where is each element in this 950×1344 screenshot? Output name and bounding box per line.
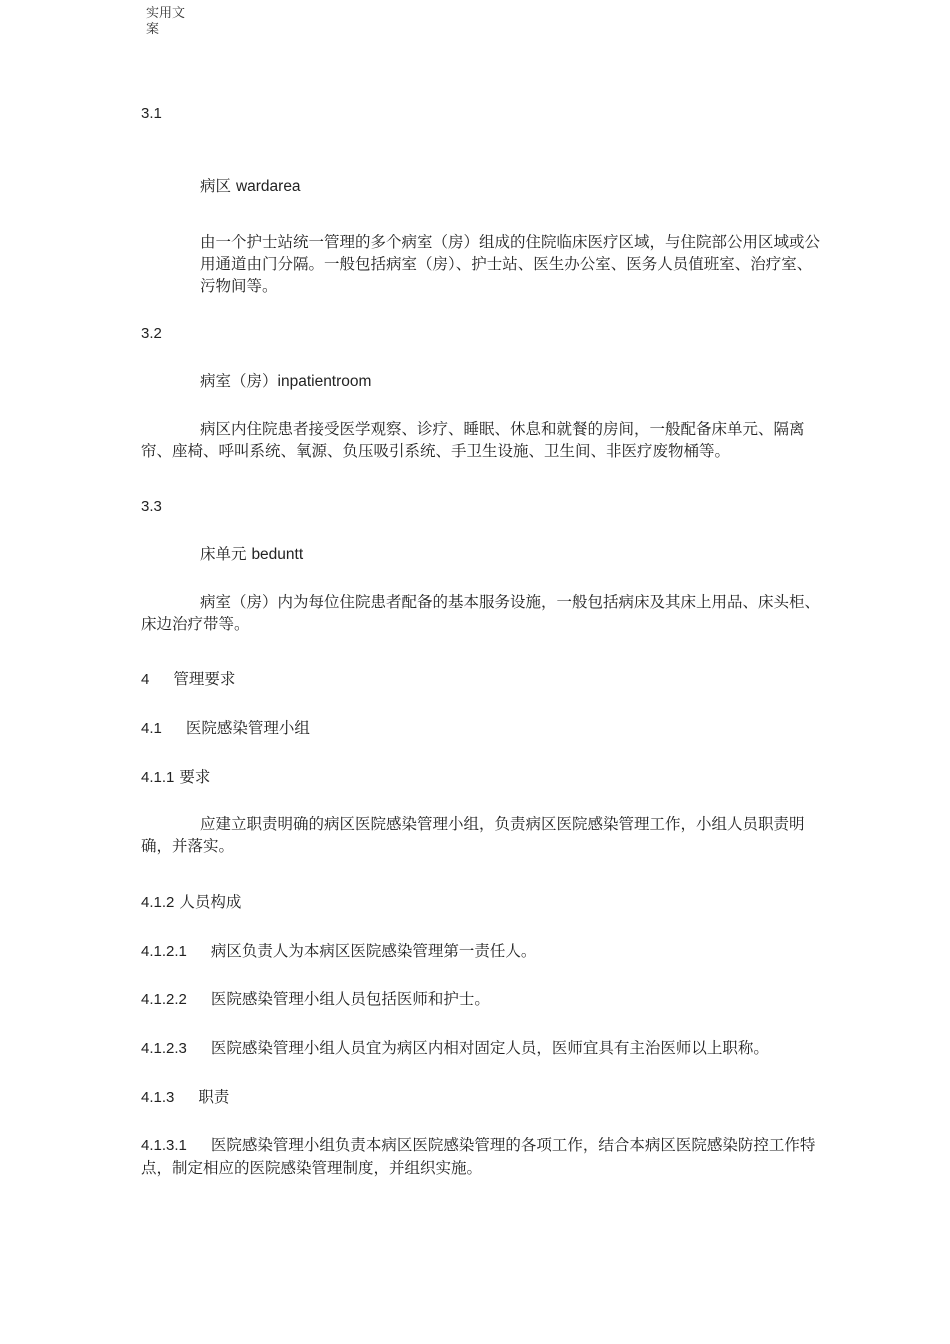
section-number-3-3: 3.3 <box>141 498 162 515</box>
heading-4-1 <box>141 717 310 740</box>
item-number: 4.1.2.2 <box>141 991 187 1008</box>
header-line-1: 实用文 <box>146 6 186 21</box>
definition-3-2: 病区内住院患者接受医学观察、诊疗、睡眠、休息和就餐的房间，一般配备床单元、隔离帘、座椅、呼叫系统、氧源、负压吸引系统、手卫生设施、卫生间、非医疗废物桶等。 <box>141 420 805 460</box>
definition-3-1: 由一个护士站统一管理的多个病室（房）组成的住院临床医疗区域，与住院部公用区域或公用通道由门分隔。一般包括病室（房）、护士站、医生办公室、医务人员值班室、治疗室、污物间等。 <box>200 233 821 295</box>
page-header <box>146 6 206 38</box>
section-number-3-2: 3.2 <box>141 325 162 342</box>
term-en: inpatientroom <box>277 373 372 390</box>
heading-4-1-2 <box>141 891 241 914</box>
item-text: 医院感染管理小组人员包括医师和护士。 <box>210 990 490 1008</box>
definition-3-3: 病室（房）内为每位住院患者配备的基本服务设施，一般包括病床及其床上用品、床头柜、床边治疗带等。 <box>141 593 821 633</box>
heading-title: 人员构成 <box>179 893 242 911</box>
paragraph-4-1-1: 应建立职责明确的病区医院感染管理小组，负责病区医院感染管理工作，小组人员职责明确，并落实。 <box>141 815 805 855</box>
heading-number: 4.1 <box>141 720 162 737</box>
heading-4-1-3 <box>141 1086 229 1109</box>
heading-number: 4.1.3 <box>141 1089 175 1106</box>
heading-4-1-1 <box>141 766 210 789</box>
heading-title: 要求 <box>179 768 211 786</box>
term-3-1 <box>200 175 301 198</box>
item-number: 4.1.2.1 <box>141 943 187 960</box>
item-4-1-2-1 <box>141 940 536 963</box>
heading-number: 4 <box>141 671 150 688</box>
item-4-1-2-2 <box>141 988 490 1011</box>
heading-title: 职责 <box>198 1088 230 1106</box>
heading-number: 4.1.2 <box>141 894 175 911</box>
heading-title: 管理要求 <box>173 670 236 688</box>
item-number: 4.1.3.1 <box>141 1137 187 1154</box>
term-3-3 <box>200 543 303 566</box>
heading-4 <box>141 668 235 691</box>
term-cn: 床单元 <box>200 545 252 563</box>
item-number: 4.1.2.3 <box>141 1040 187 1057</box>
term-cn: 病室（房） <box>200 372 278 390</box>
section-number-3-1: 3.1 <box>141 105 162 122</box>
term-en: beduntt <box>251 546 304 563</box>
item-text: 病区负责人为本病区医院感染管理第一责任人。 <box>210 942 537 960</box>
item-text: 医院感染管理小组负责本病区医院感染管理的各项工作，结合本病区医院感染防控工作特点，制定相应的医院感染管理制度，并组织实施。 <box>141 1136 816 1177</box>
item-4-1-2-3 <box>141 1037 769 1060</box>
term-cn: 病区 <box>200 177 236 195</box>
term-3-2 <box>200 370 371 393</box>
header-line-2: 案 <box>146 22 160 37</box>
heading-number: 4.1.1 <box>141 769 175 786</box>
term-en: wardarea <box>235 178 301 195</box>
item-4-1-3-1 <box>141 1134 831 1179</box>
item-text: 医院感染管理小组人员宜为病区内相对固定人员，医师宜具有主治医师以上职称。 <box>210 1039 769 1057</box>
heading-title: 医院感染管理小组 <box>185 719 310 737</box>
